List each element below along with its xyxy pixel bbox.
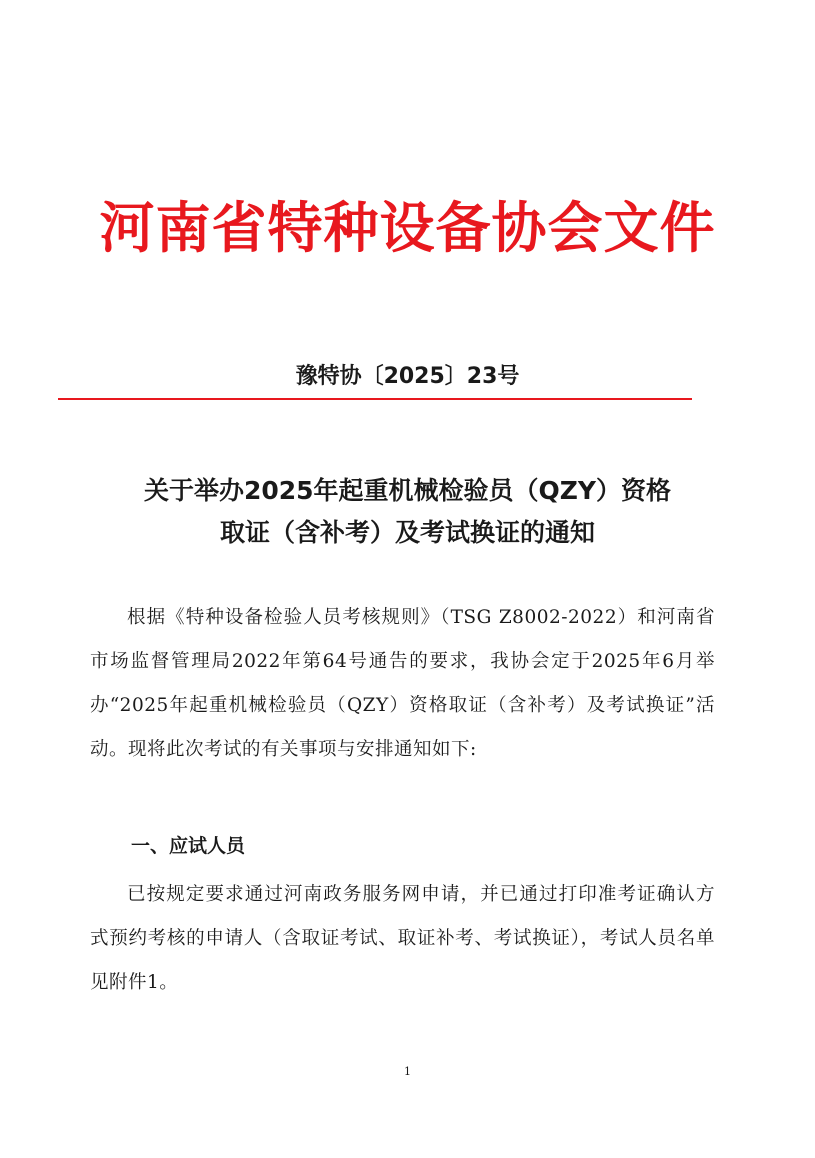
document-number: 豫特协〔2025〕23号 — [295, 364, 520, 389]
notice-title — [0, 470, 815, 554]
document-header-title: 河南省特种设备协会文件 — [99, 196, 716, 260]
notice-title-line-1: 关于举办2025年起重机械检验员（QZY）资格 — [143, 476, 672, 505]
notice-title-line-2: 取证（含补考）及考试换证的通知 — [219, 518, 595, 547]
section-heading-applicants: 一、应试人员 — [131, 835, 246, 857]
applicants-paragraph: 已按规定要求通过河南政务服务网申请，并已通过打印准考证确认方式预约考核的申请人（含取证考试、取证补考、考试换证），考试人员名单见附件1。 — [90, 884, 715, 993]
red-divider-line — [58, 398, 692, 400]
page-number: 1 — [404, 1065, 411, 1078]
intro-paragraph: 根据《特种设备检验人员考核规则》（TSG Z8002-2022）和河南省市场监督管理局2022年第64号通告的要求，我协会定于2025年6月举办“2025年起重机械检验员（QZY）资格取证（含补考）及考试换证”活动。现将此次考试的有关事项与安排通知如下: — [90, 607, 715, 760]
